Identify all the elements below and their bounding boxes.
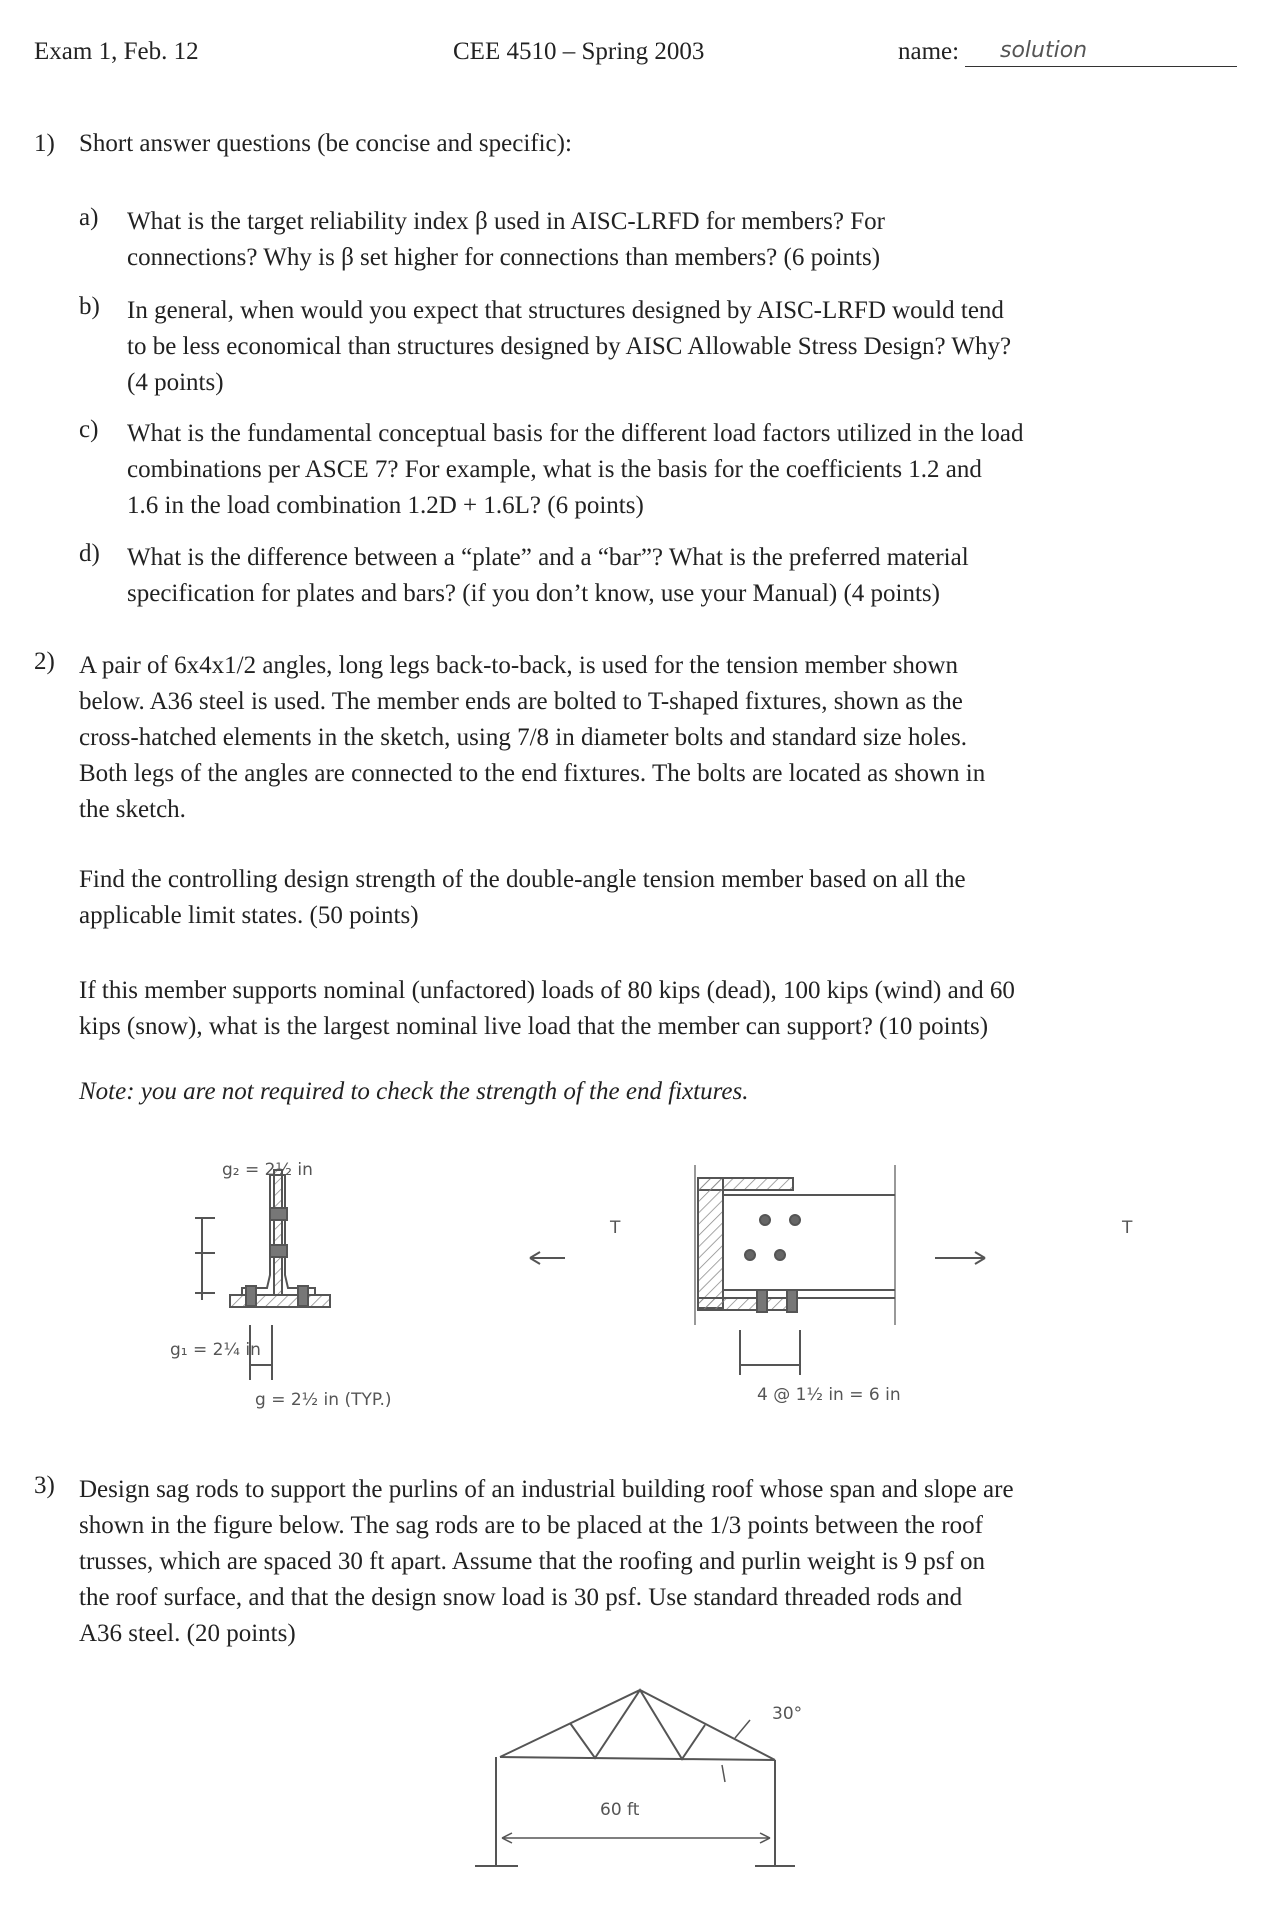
t-label-right: T bbox=[1122, 1218, 1133, 1238]
q1-part-a bbox=[127, 204, 885, 276]
q3-number: 3) bbox=[34, 1472, 55, 1499]
q2-number: 2) bbox=[34, 648, 55, 675]
q1-part-b bbox=[127, 293, 1011, 401]
q2-paragraph bbox=[79, 973, 1015, 1045]
text-line: kips (snow), what is the largest nominal live load that the member can support? (10 points) bbox=[79, 1013, 989, 1040]
tension-arrow-right bbox=[935, 1252, 985, 1264]
q1-part-label: a) bbox=[79, 204, 99, 231]
text-line: A pair of 6x4x1/2 angles, long legs back-to-back, is used for the tension member shown bbox=[79, 652, 958, 679]
q2-paragraph bbox=[79, 862, 966, 934]
q1-number: 1) bbox=[34, 130, 55, 157]
text-line: Design sag rods to support the purlins of an industrial building roof whose span and slope are bbox=[79, 1476, 1014, 1503]
text-line: to be less economical than structures designed by AISC Allowable Stress Design? Why? bbox=[127, 333, 1012, 360]
q1-part-d bbox=[127, 540, 969, 612]
q1-title: Short answer questions (be concise and specific): bbox=[79, 130, 572, 157]
text-line: connections? Why is β set higher for connections than members? (6 points) bbox=[127, 244, 881, 271]
text-line: What is the difference between a “plate” and a “bar”? What is the preferred material bbox=[127, 544, 969, 571]
text-line: What is the target reliability index β used in AISC-LRFD for members? For bbox=[127, 208, 885, 235]
text-line: In general, when would you expect that structures designed by AISC-LRFD would tend bbox=[127, 297, 1004, 324]
text-line: applicable limit states. (50 points) bbox=[79, 902, 419, 929]
q2-paragraph bbox=[79, 648, 985, 828]
g1-label: g₁ = 2¼ in bbox=[170, 1340, 261, 1360]
text-line: What is the fundamental conceptual basis for the different load factors utilized in the load bbox=[127, 420, 1024, 447]
name-underline bbox=[965, 66, 1237, 67]
g-label: g = 2½ in (TYP.) bbox=[255, 1390, 392, 1410]
text-line: the roof surface, and that the design snow load is 30 psf. Use standard threaded rods and bbox=[79, 1584, 963, 1611]
roof-truss-figure bbox=[450, 1660, 850, 1900]
q1-part-label: d) bbox=[79, 540, 100, 567]
text-line: If this member supports nominal (unfactored) loads of 80 kips (dead), 100 kips (wind) and 60 bbox=[79, 977, 1015, 1004]
text-line: shown in the figure below. The sag rods are to be placed at the 1/3 points between the roof bbox=[79, 1512, 983, 1539]
text-line: trusses, which are spaced 30 ft apart. Assume that the roofing and purlin weight is 9 psf on bbox=[79, 1548, 986, 1575]
text-line: the sketch. bbox=[79, 796, 186, 823]
q1-part-label: c) bbox=[79, 416, 99, 443]
text-line: 1.6 in the load combination 1.2D + 1.6L? (6 points) bbox=[127, 492, 644, 519]
q3-text bbox=[79, 1472, 1014, 1652]
q1-part-c bbox=[127, 416, 1023, 524]
text-line: cross-hatched elements in the sketch, using 7/8 in diameter bolts and standard size holes. bbox=[79, 724, 967, 751]
exam-date: Exam 1, Feb. 12 bbox=[34, 38, 199, 65]
text-line: A36 steel. (20 points) bbox=[79, 1620, 296, 1647]
bolt-spacing-label: 4 @ 1½ in = 6 in bbox=[757, 1385, 901, 1405]
name-label: name: bbox=[898, 38, 960, 65]
t-label-left: T bbox=[610, 1218, 621, 1238]
name-value: solution bbox=[1000, 38, 1088, 63]
g2-label: g₂ = 2½ in bbox=[222, 1160, 313, 1180]
text-line: Both legs of the angles are connected to the end fixtures. The bolts are located as shown in bbox=[79, 760, 986, 787]
text-line: Find the controlling design strength of the double-angle tension member based on all the bbox=[79, 866, 966, 893]
text-line: specification for plates and bars? (if you don’t know, use your Manual) (4 points) bbox=[127, 580, 940, 607]
text-line: combinations per ASCE 7? For example, what is the basis for the coefficients 1.2 and bbox=[127, 456, 982, 483]
span-label: 60 ft bbox=[600, 1800, 640, 1820]
q2-note: Note: you are not required to check the strength of the end fixtures. bbox=[79, 1078, 749, 1105]
q1-part-label: b) bbox=[79, 293, 100, 320]
course-title: CEE 4510 – Spring 2003 bbox=[453, 38, 705, 65]
plan-view bbox=[695, 1165, 895, 1375]
tension-arrow-left bbox=[530, 1252, 565, 1264]
tension-member-sketch bbox=[150, 1150, 1250, 1420]
text-line: below. A36 steel is used. The member ends are bolted to T-shaped fixtures, shown as the bbox=[79, 688, 963, 715]
roof-angle-label: 30° bbox=[772, 1704, 803, 1724]
text-line: (4 points) bbox=[127, 369, 224, 396]
